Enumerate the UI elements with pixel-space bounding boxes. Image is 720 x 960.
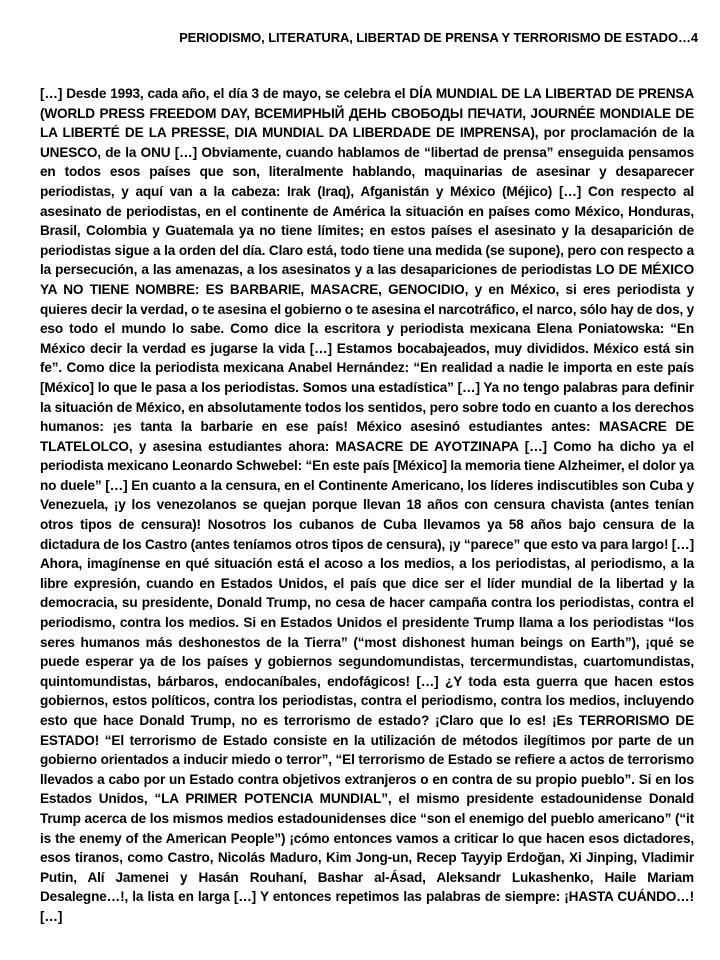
page-header-title: PERIODISMO, LITERATURA, LIBERTAD DE PRENSA Y TERRORISMO DE ESTADO…4 (179, 30, 698, 45)
article-paragraph: […] Desde 1993, cada año, el día 3 de mayo, se celebra el DÍA MUNDIAL DE LA LIBERTAD DE PRENSA (WORLD PRESS FREEDOM DAY, ВСЕМИРНЫЙ ДЕНЬ СВОБОДЫ ПЕЧАТИ, JOURNÉE MONDIALE DE LA LIBERTÉ DE LA PRESSE, DIA MUNDIAL DA LIBERDADE DE IMPRENSA), por proclamación de la UNESCO, de la ONU […] Obviamente, cuando hablamos de “libertad de prensa” enseguida pensamos en todos esos países que son, literalmente hablando, maquinarias de asesinar y desaparecer periodistas, y aquí van a la cabeza: Irak (Iraq), Afganistán y México (Méjico) […] Con respecto al asesinato de periodistas, en el continente de América la situación en países como México, Honduras, Brasil, Colombia y Guatemala ya no tiene límites; en estos países el asesinato y la desaparición de periodistas sigue a la orden del día. Claro está, todo tiene una medida (se supone), pero con respecto a la persecución, a las amenazas, a los asesinatos y a las desapariciones de periodistas LO DE MÉXICO YA NO TIENE NOMBRE: ES BARBARIE, MASACRE, GENOCIDIO, y en México, si eres periodista y quieres decir la verdad, o te asesina el gobierno o te asesina el narcotráfico, el narco, sólo hay de dos, y eso todo el mundo lo sabe. Como dice la escritora y periodista mexicana Elena Poniatowska: “En México decir la verdad es jugarse la vida […] Estamos bocabajeados, muy divididos. México está sin fe”. Como dice la periodista mexicana Anabel Hernández: “En realidad a nadie le importa en este país [México] lo que le pasa a los periodistas. Somos una estadística” […] Ya no tengo palabras para definir la situación de México, en absolutamente todos los sentidos, pero sobre todo en cuanto a los derechos humanos: ¡es tanta la barbarie en ese país! México asesinó estudiantes antes: MASACRE DE TLATELOLCO, y asesina estudiantes ahora: MASACRE DE AYOTZINAPA […] Como ha dicho ya el periodista mexicano Leonardo Schwebel: “En este país [México] la memoria tiene Alzheimer, el dolor ya no duele” […] En cuanto a la censura, en el Continente Americano, los líderes indiscutibles son Cuba y Venezuela, ¡y los venezolanos se quejan porque llevan 18 años con censura chavista (antes tenían otros tipos de censura)! Nosotros los cubanos de Cuba llevamos ya 58 años bajo censura de la dictadura de los Castro (antes teníamos otros tipos de censura), ¡y “parece” que esto va para largo! […] Ahora, imagínense en qué situación está el acoso a los medios, a los periodistas, al periodismo, a la libre expresión, cuando en Estados Unidos, el país que dice ser el líder mundial de la libertad y la democracia, su presidente, Donald Trump, no cesa de hacer campaña contra los periodistas, contra el periodismo, contra los medios. Si en Estados Unidos el presidente Trump llama a los periodistas “los seres humanos más deshonestos de la Tierra” (“most dishonest human beings on Earth”), ¡qué se puede esperar ya de los países y gobiernos segundomundistas, tercermundistas, cuartomundistas, quintomundistas, bárbaros, endocaníbales, endofágicos! […] ¿Y toda esta guerra que hacen estos gobiernos, estos políticos, contra los periodistas, contra el periodismo, contra los medios, incluyendo esto que hace Donald Trump, no es terrorismo de estado? ¡Claro que lo es! ¡Es TERRORISMO DE ESTADO! “El terrorismo de Estado consiste en la utilización de métodos ilegítimos por parte de un gobierno orientados a inducir miedo o terror”, “El terrorismo de Estado se refiere a actos de terrorismo llevados a cabo por un Estado contra objetivos extranjeros o en contra de su propio pueblo”. Si en los Estados Unidos, “LA PRIMER POTENCIA MUNDIAL”, el mismo presidente estadounidense Donald Trump acerca de los mismos medios estadounidenses dice “son el enemigo del pueblo americano” (“it is the enemy of the American People”) ¡cómo entonces vamos a criticar lo que hacen esos dictadores, esos tiranos, como Castro, Nicolás Maduro, Kim Jong-un, Recep Tayyip Erdoğan, Xi Jinping, Vladimir Putin, Alí Jamenei y Hasán Rouhaní, Bashar al-Ásad, Aleksandr Lukashenko, Haile Mariam Desalegne…!, la lista en larga […] Y entonces repetimos las palabras de siempre: ¡HASTA CUÁNDO…! […] (40, 86, 694, 924)
